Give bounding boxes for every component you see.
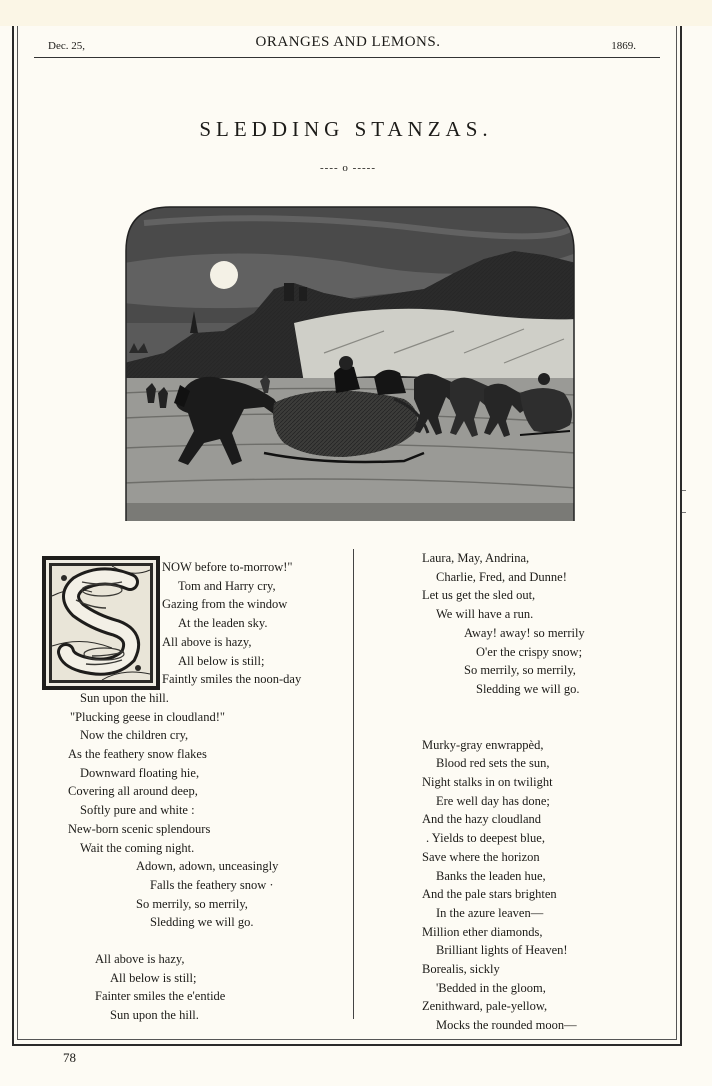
poem-line: Gazing from the window: [162, 597, 288, 612]
poem-line: "Plucking geese in cloudland!": [70, 709, 225, 724]
poem-line: As the feathery snow flakes: [68, 747, 207, 762]
poem-line: Sledding we will go.: [476, 681, 580, 696]
poem-line: Million ether diamonds,: [422, 924, 543, 939]
poem-line: Murky-gray enwrappèd,: [422, 737, 544, 752]
poem-line: And the hazy cloudland: [422, 812, 542, 827]
poem-line: New-born scenic splendours: [68, 821, 211, 836]
poem-line: Sun upon the hill.: [110, 1008, 199, 1023]
poem-line: Softly pure and white :: [80, 803, 195, 818]
running-header: [34, 34, 662, 56]
poem-line: So merrily, so merrily,: [136, 896, 248, 911]
poem-line: All below is still;: [178, 653, 265, 668]
poem-line: All above is hazy,: [95, 952, 185, 967]
header-date: Dec. 25,: [48, 40, 85, 52]
poem-line: Adown, adown, unceasingly: [136, 859, 279, 874]
poem-line: Covering all around deep,: [68, 784, 198, 799]
sledding-night-engraving-icon: [124, 203, 576, 523]
poem-line: Sun upon the hill.: [80, 690, 169, 705]
poem-title: SLEDDING STANZAS.: [199, 117, 493, 141]
poem-line: NOW before to-morrow!": [162, 560, 293, 574]
poem-line: So merrily, so merrily,: [464, 663, 576, 678]
poem-line: Sledding we will go.: [150, 915, 254, 930]
poem-line: 'Bedded in the gloom,: [436, 980, 546, 995]
poem-line: Night stalks in on twilight: [422, 775, 553, 790]
header-rule: [34, 57, 660, 58]
poem-line: Let us get the sled out,: [422, 588, 536, 603]
poem-column-right: [422, 549, 662, 1035]
poem-column-left: [40, 558, 340, 1025]
poem-line: Save where the horizon: [422, 849, 540, 864]
header-year: 1869.: [611, 40, 636, 52]
poem-line: O'er the crispy snow;: [476, 644, 583, 659]
poem-line: Now the children cry,: [80, 728, 189, 743]
poem-line: Downward floating hie,: [80, 765, 200, 780]
poem-line: And the pale stars brighten: [422, 887, 557, 902]
poem-line: Laura, May, Andrina,: [422, 551, 530, 565]
poem-line: Charlie, Fred, and Dunne!: [436, 569, 567, 584]
poem-line: Borealis, sickly: [422, 962, 500, 977]
poem-line: All above is hazy,: [162, 634, 252, 649]
poem-line: Mocks the rounded moon—: [436, 1018, 577, 1033]
top-margin-strip: [0, 0, 712, 26]
edge-mark: [682, 512, 686, 513]
poem-line: Zenithward, pale-yellow,: [422, 999, 548, 1014]
poem-line: At the leaden sky.: [178, 616, 268, 631]
header-magazine-title: ORANGES AND LEMONS.: [255, 34, 441, 50]
poem-line: . Yields to deepest blue,: [426, 831, 545, 846]
poem-line: Banks the leaden hue,: [436, 868, 546, 883]
poem-line: We will have a run.: [436, 607, 534, 622]
poem-line: Falls the feathery snow ·: [150, 877, 274, 892]
edge-mark: [682, 490, 686, 491]
poem-line: All below is still;: [110, 970, 197, 985]
page-number: 78: [63, 1050, 76, 1065]
poem-line: Brilliant lights of Heaven!: [436, 943, 568, 958]
title-ornament: ---- o -----: [320, 162, 376, 174]
poem-line: Tom and Harry cry,: [178, 578, 276, 593]
poem-line: Away! away! so merrily: [464, 625, 585, 640]
poem-line: Wait the coming night.: [80, 840, 195, 855]
poem-line: Fainter smiles the e'entide: [95, 989, 226, 1004]
poem-line: In the azure leaven—: [436, 905, 544, 920]
column-divider: [353, 549, 354, 1019]
poem-line: Ere well day has done;: [436, 793, 550, 808]
poem-line: Faintly smiles the noon-day: [162, 672, 302, 687]
poem-line: Blood red sets the sun,: [436, 756, 550, 771]
